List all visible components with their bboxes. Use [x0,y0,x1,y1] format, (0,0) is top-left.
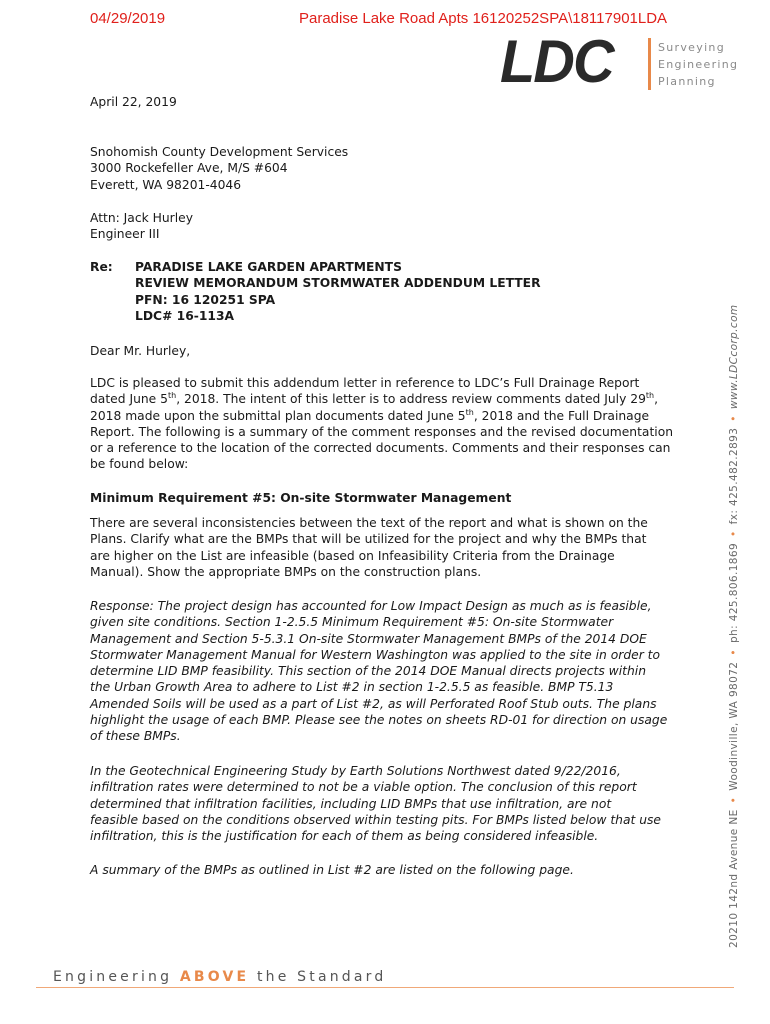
letter-date: April 22, 2019 [90,95,177,109]
sidebar-website: www.LDCcorp.com [728,304,740,410]
intro-line: LDC is pleased to submit this addendum letter in reference to LDC’s Full Drainage Report [90,376,640,390]
intro-line: 2018 made upon the submittal plan documents dated June 5th, 2018 and the Full Drainage [90,407,650,423]
bullet-separator: • [728,415,740,422]
re-line: PFN: 16 120251 SPA [135,292,276,307]
sidebar-address: 20210 142nd Avenue NE [728,809,740,948]
ldc-logo [500,28,750,96]
re-line: PARADISE LAKE GARDEN APARTMENTS [135,260,402,274]
re-label: Re: [90,260,113,274]
attention-title: Engineer III [90,227,160,242]
salutation: Dear Mr. Hurley, [90,344,191,358]
re-line: LDC# 16-113A [135,308,235,323]
response-line: Amended Soils will be used as a part of List #2, as will Perforated Roof Stub outs. The plans [90,696,657,711]
bullet-separator: • [728,649,740,656]
re-subject [135,259,541,324]
response-paragraph-3: A summary of the BMPs as outlined in List #2 are listed on the following page. [90,863,574,877]
intro-line: dated June 5th, 2018. The intent of this letter is to address review comments dated July 29th, [90,391,659,407]
comment-line: are higher on the List are infeasible (based on Infeasibility Criteria from the Drainage [90,548,615,563]
section-heading: Minimum Requirement #5: On-site Stormwater Management [90,491,512,505]
response-paragraph-2 [90,763,690,844]
bullet-separator: • [728,796,740,804]
intro-paragraph [90,375,690,473]
response-line: Response: The project design has accounted for Low Impact Design as much as is feasible, [90,599,652,613]
intro-line: be found below: [90,457,189,472]
logo-divider [648,38,651,90]
logo-service-engineering: Engineering [658,58,739,71]
review-comment [90,515,690,580]
response-line: determined that infiltration facilities, including LID BMPs that use infiltration, are not [90,796,612,811]
response-line: determine LID BMP feasibility. This section of the 2014 DOE Manual directs projects within [90,664,646,679]
response-line: Stormwater Management Manual for Western Washington was applied to the site in order to [90,647,661,662]
footer-rule [36,987,734,988]
logo-service-surveying: Surveying [658,41,725,54]
response-line: infiltration rates were determined to not be a viable option. The conclusion of this report [90,780,637,795]
response-line: infiltration, this is the justification for each of them as being considered infeasible. [90,829,599,844]
re-line: REVIEW MEMORANDUM STORMWATER ADDENDUM LETTER [135,276,541,291]
response-line: feasible based on the conditions observed within testing pits. For BMPs listed below that use [90,812,661,827]
comment-line: Manual). Show the appropriate BMPs on the construction plans. [90,564,482,579]
comment-line: There are several inconsistencies between the text of the report and what is shown on the [90,516,648,530]
logo-wordmark: LDC [500,28,613,95]
footer-tagline-emphasis: ABOVE [179,969,250,985]
response-line: In the Geotechnical Engineering Study by Earth Solutions Northwest dated 9/22/2016, [90,764,621,778]
comment-line: Plans. Clarify what are the BMPs that will be utilized for the project and why the BMPs that [90,532,647,547]
attention-block [90,210,690,243]
stamp-date: 04/29/2019 [90,10,166,27]
attention-name: Attn: Jack Hurley [90,211,193,225]
response-line: highlight the usage of each BMP. Please see the notes on sheets RD-01 for direction on usage [90,713,668,728]
response-paragraph-1 [90,598,690,745]
footer-tagline: Engineering ABOVE the Standard [53,969,387,985]
logo-service-planning: Planning [658,75,716,88]
contact-sidebar [727,304,741,948]
address-line: 3000 Rockefeller Ave, M/S #604 [90,161,288,176]
response-line: Management and Section 5-5.3.1 On-site Stormwater Management BMPs of the 2014 DOE [90,631,647,646]
response-line: of these BMPs. [90,729,181,744]
sidebar-phone: ph: 425.806.1869 [728,542,740,644]
recipient-address [90,144,690,193]
sidebar-fax: fx: 425.482.2893 [728,427,740,525]
bullet-separator: • [728,530,740,537]
stamp-project-reference: Paradise Lake Road Apts 16120252SPA\18117901LDA [299,10,668,27]
address-line: Snohomish County Development Services [90,145,349,159]
response-line: given site conditions. Section 1-2.5.5 Minimum Requirement #5: On-site Stormwater [90,615,614,630]
intro-line: or a reference to the location of the corrected documents. Comments and their responses can [90,441,671,456]
response-line: the Urban Growth Area to adhere to List #2 in section 1-2.5.5 as feasible. BMP T5.13 [90,680,614,695]
intro-line: Report. The following is a summary of the comment responses and the revised documentation [90,424,674,439]
sidebar-city: Woodinville, WA 98072 [728,661,740,791]
address-line: Everett, WA 98201-4046 [90,177,242,192]
